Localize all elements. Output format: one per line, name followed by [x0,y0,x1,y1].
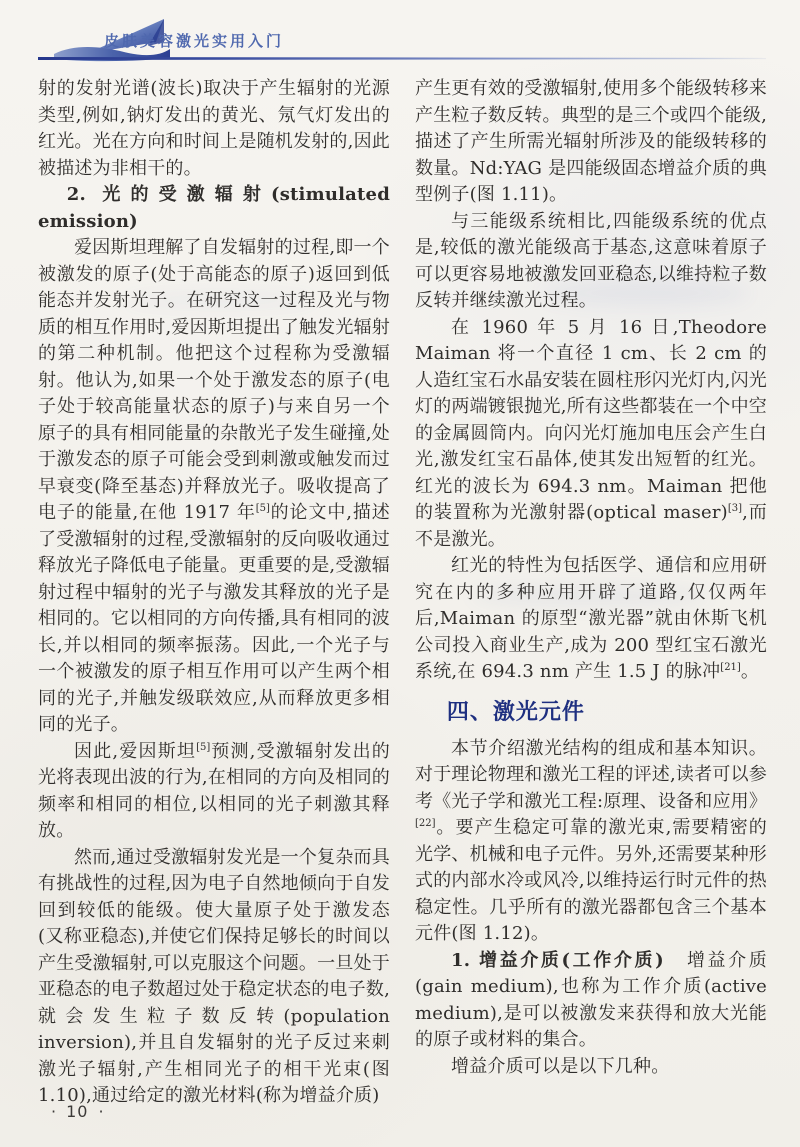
body-paragraph: 爱因斯坦理解了自发辐射的过程,即一个被激发的原子(处于高能态的原子)返回到低能态并发射光子。在研究这一过程及光与物质的相互作用时,爱因斯坦提出了触发光辐射的第二种机制。他把这个过程称为受激辐射。他认为,如果一个处于激发态的原子(电子处于较高能量状态的原子)与来自另一个原子的具有相同能量的杂散光子发生碰撞,处于激发态的原子可能会受到刺激或触发而过早衰变(降至基态)并释放光子。吸收提高了电子的能量,在他 1917 年[5]的论文中,描述了受激辐射的过程,受激辐射的反向吸收通过释放光子降低电子能量。更重要的是,受激辐射过程中辐射的光子与激发其释放的光子是相同的。它以相同的方向传播,具有相同的波长,并以相同的频率振荡。因此,一个光子与一个被激发的原子相互作用可以产生两个相同的光子,并触发级联效应,从而释放更多相同的光子。 [38,237,390,735]
right-text-column [415,76,767,1110]
text-columns [38,76,768,1110]
body-paragraph: 增益介质可以是以下几种。 [451,1055,670,1077]
body-paragraph: 本节介绍激光结构的组成和基本知识。对于理论物理和激光工程的评述,读者可以参考《光子学和激光工程:原理、设备和应用》[22]。要产生稳定可靠的激光束,需要精密的光学、机械和电子元件。另外,还需要某种形式的内部水冷或风冷,以维持运行时元件的热稳定性。几乎所有的激光器都包含三个基本元件(图 1.12)。 [415,737,768,944]
section-heading: 四、激光元件 [446,699,585,725]
body-paragraph: 红光的特性为包括医学、通信和应用研究在内的多种应用开辟了道路,仅仅两年后,Maiman 的原型“激光器”就由休斯飞机公司投入商业生产,成为 200 型红宝石激光系统,在 694.3 nm 产生 1.5 J 的脉冲[21]。 [415,555,767,682]
footer-dot-left: · [51,1102,57,1121]
paragraph-lead: 1. 增益介质(工作介质) [451,949,687,971]
citation-ref: [22] [415,818,436,829]
body-paragraph: 因此,爱因斯坦[5]预测,受激辐射发出的光将表现出波的行为,在相同的方向及相同的频率和相同的相位,以相同的光子刺激其释放。 [38,740,390,841]
body-paragraph: 与三能级系统相比,四能级系统的优点是,较低的激光能级高于基态,这意味着原子可以更容易地被激发回亚稳态,以维持粒子数反转并继续激光过程。 [415,210,767,311]
body-paragraph: 射的发射光谱(波长)取决于产生辐射的光源类型,例如,钠灯发出的黄光、氖气灯发出的红光。光在方向和时间上是随机发射的,因此被描述为非相干的。 [38,78,390,179]
body-paragraph: 然而,通过受激辐射发光是一个复杂而具有挑战性的过程,因为电子自然地倾向于自发回到较低的能级。使大量原子处于激发态(又称亚稳态),并使它们保持足够长的时间以产生受激辐射,可以克服这个问题。一旦处于亚稳态的电子数超过处于稳定状态的电子数,就会发生粒子数反转(population inversion),并且自发辐射的光子反过来刺激光子辐射,产生相同光子的相干光束(图 1.10),通过给定的激光材料(称为增益介质) [38,846,390,1106]
body-paragraph: 产生更有效的受激辐射,使用多个能级转移来产生粒子数反转。典型的是三个或四个能级,描述了产生所需光辐射所涉及的能级转移的数量。Nd:YAG 是四能级固态增益介质的典型例子(图 1.11)。 [415,78,767,205]
citation-ref: [5] [255,503,270,514]
body-paragraph: 1. 增益介质(工作介质) 增益介质(gain medium),也称为工作介质(active medium),是可以被激发来获得和放大光能的原子或材料的集合。 [415,949,767,1050]
page-number: 10 [66,1102,89,1121]
citation-ref: [21] [720,662,741,673]
citation-ref: [3] [727,503,743,514]
subheading: 2. 光的受激辐射(stimulated emission) [38,184,390,232]
header-divider [38,57,766,60]
body-paragraph: 在 1960 年 5 月 16 日,Theodore Maiman 将一个直径 1 cm、长 2 cm 的人造红宝石水晶安装在圆柱形闪光灯内,闪光灯的两端镀银抛光,所有这些都装在一个中空的金属圆筒内。向闪光灯施加电压会产生白光,激发红宝石晶体,使其发出短暂的红光。红光的波长为 694.3 nm。Maiman 把他的装置称为光激射器(optical maser)[3],而不是激光。 [415,316,767,550]
footer-dot-right: · [98,1102,104,1121]
page-header [38,14,766,60]
page-footer [46,1102,109,1121]
book-title: 皮肤美容激光实用入门 [104,32,285,50]
left-text-column [38,76,390,1110]
citation-ref: [5] [196,741,211,753]
